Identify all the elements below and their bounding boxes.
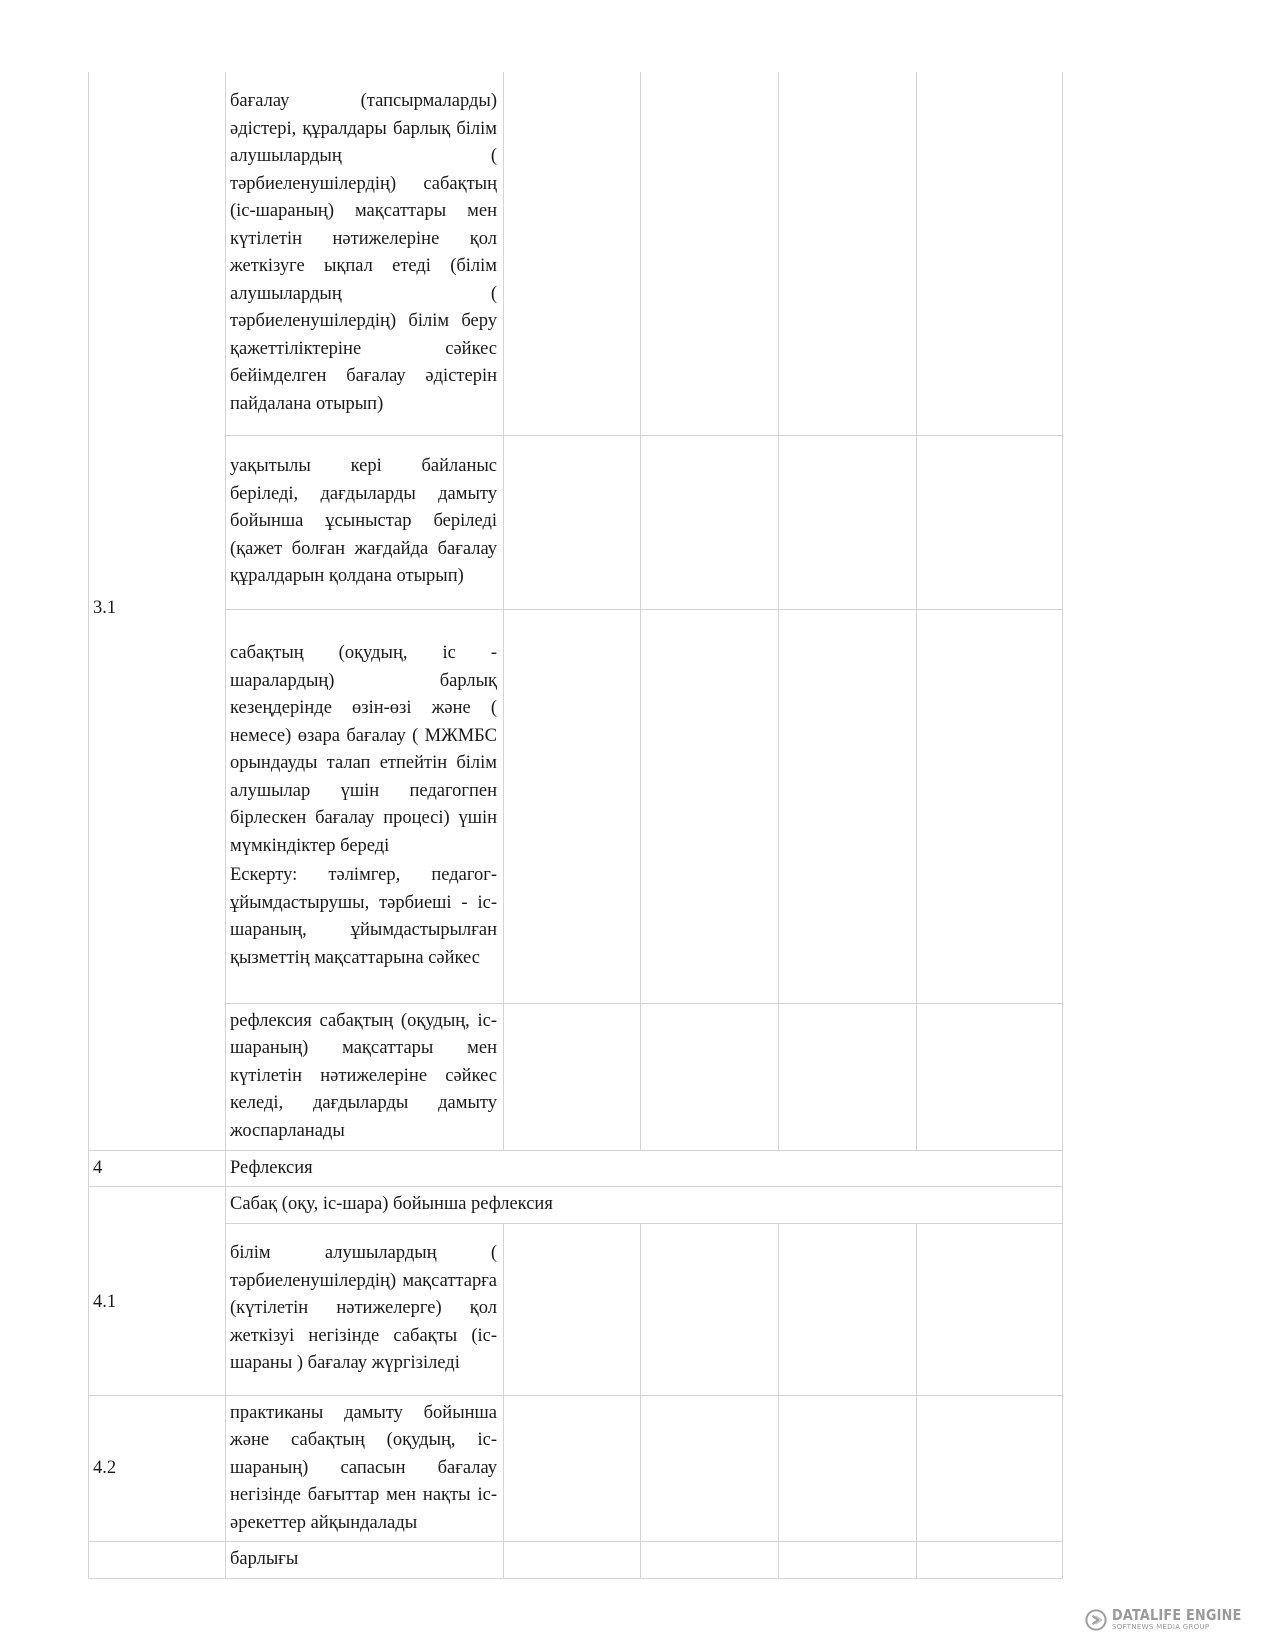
score-cell[interactable] bbox=[779, 72, 917, 435]
criterion-text: практиканы дамыту бойынша және сабақтың (оқудың, іс-шараның) сапасын бағалау негізінде бағыттар мен нақты іс-әрекеттер айқындалады bbox=[226, 1395, 504, 1542]
total-row bbox=[89, 1542, 1063, 1579]
table-row bbox=[89, 1003, 1063, 1150]
criterion-text: рефлексия сабақтың (оқудың, іс-шараның) мақсаттары мен күтілетін нәтижелеріне сәйкес келеді, дағдыларды дамыту жоспарланады bbox=[226, 1003, 504, 1150]
section-title: Рефлексия bbox=[226, 1150, 1063, 1187]
score-cell[interactable] bbox=[641, 1395, 779, 1542]
criterion-number-3-1: 3.1 bbox=[89, 72, 226, 1150]
criterion-number-4-2: 4.2 bbox=[89, 1395, 226, 1542]
score-cell[interactable] bbox=[779, 1003, 917, 1150]
score-cell[interactable] bbox=[641, 1223, 779, 1395]
score-cell[interactable] bbox=[917, 1003, 1063, 1150]
total-score-cell[interactable] bbox=[917, 1542, 1063, 1579]
criterion-text: бағалау (тапсырмаларды) әдістері, құралдары барлық білім алушылардың ( тәрбиеленушілердің) сабақтың (іс-шараның) мақсаттары мен күтілетін нәтижелеріне қол жеткізуге ықпал етеді (білім алушылардың ( тәрбиеленушілердің) білім беру қажеттіліктеріне сәйкес бейімделген бағалау әдістерін пайдалана отырып) bbox=[226, 72, 504, 435]
score-cell[interactable] bbox=[641, 435, 779, 609]
evaluation-table bbox=[88, 72, 1063, 1579]
table-row bbox=[89, 1395, 1063, 1542]
criterion-text: уақытылы кері байланыс беріледі, дағдыларды дамыту бойынша ұсыныстар беріледі (қажет болған жағдайда бағалау құралдарын қолдана отырып) bbox=[226, 435, 504, 609]
score-cell[interactable] bbox=[504, 72, 641, 435]
criterion-note: Ескерту: тәлімгер, педагог-ұйымдастырушы, тәрбиеші - іс-шараның, ұйымдастырылған қызметтің мақсаттарына сәйкес bbox=[230, 865, 497, 968]
score-cell[interactable] bbox=[779, 609, 917, 1003]
score-cell[interactable] bbox=[504, 1395, 641, 1542]
section-number: 4 bbox=[89, 1150, 226, 1187]
watermark bbox=[1085, 1608, 1264, 1632]
section-row-4 bbox=[89, 1150, 1063, 1187]
score-cell[interactable] bbox=[504, 1003, 641, 1150]
subsection-heading-row bbox=[89, 1187, 1063, 1224]
total-score-cell[interactable] bbox=[641, 1542, 779, 1579]
watermark-brand: DATALIFE ENGINE bbox=[1112, 1606, 1242, 1624]
score-cell[interactable] bbox=[917, 72, 1063, 435]
total-score-cell[interactable] bbox=[779, 1542, 917, 1579]
total-label: барлығы bbox=[226, 1542, 504, 1579]
criterion-number-4-1: 4.1 bbox=[89, 1187, 226, 1396]
score-cell[interactable] bbox=[917, 435, 1063, 609]
score-cell[interactable] bbox=[641, 72, 779, 435]
subsection-heading: Сабақ (оқу, іс-шара) бойынша рефлексия bbox=[226, 1187, 1063, 1224]
watermark-subtitle: SOFTNEWS MEDIA GROUP bbox=[1112, 1623, 1210, 1631]
score-cell[interactable] bbox=[504, 609, 641, 1003]
score-cell[interactable] bbox=[504, 435, 641, 609]
watermark-text bbox=[1112, 1608, 1264, 1632]
table-row bbox=[89, 435, 1063, 609]
score-cell[interactable] bbox=[917, 1395, 1063, 1542]
criterion-text-with-note bbox=[226, 609, 504, 1003]
table-row bbox=[89, 72, 1063, 435]
score-cell[interactable] bbox=[504, 1223, 641, 1395]
criterion-text: сабақтың (оқудың, іс - шаралардың) барлық кезеңдерінде өзін-өзі және ( немесе) өзара бағалау ( МЖМБС орындауды талап етпейтін білім алушылар үшін педагогпен бірлескен бағалау процесі) үшін мүмкіндіктер береді bbox=[230, 643, 497, 856]
score-cell[interactable] bbox=[641, 609, 779, 1003]
table-row bbox=[89, 1223, 1063, 1395]
total-number-cell bbox=[89, 1542, 226, 1579]
table-row bbox=[89, 609, 1063, 1003]
total-score-cell[interactable] bbox=[504, 1542, 641, 1579]
criterion-text: білім алушылардың ( тәрбиеленушілердің) мақсаттарға (күтілетін нәтижелерге) қол жеткізуі негізінде сабақты (іс-шараны ) бағалау жүргізіледі bbox=[226, 1223, 504, 1395]
datalife-logo-icon bbox=[1085, 1609, 1107, 1631]
score-cell[interactable] bbox=[917, 609, 1063, 1003]
score-cell[interactable] bbox=[641, 1003, 779, 1150]
score-cell[interactable] bbox=[917, 1223, 1063, 1395]
score-cell[interactable] bbox=[779, 435, 917, 609]
score-cell[interactable] bbox=[779, 1223, 917, 1395]
score-cell[interactable] bbox=[779, 1395, 917, 1542]
